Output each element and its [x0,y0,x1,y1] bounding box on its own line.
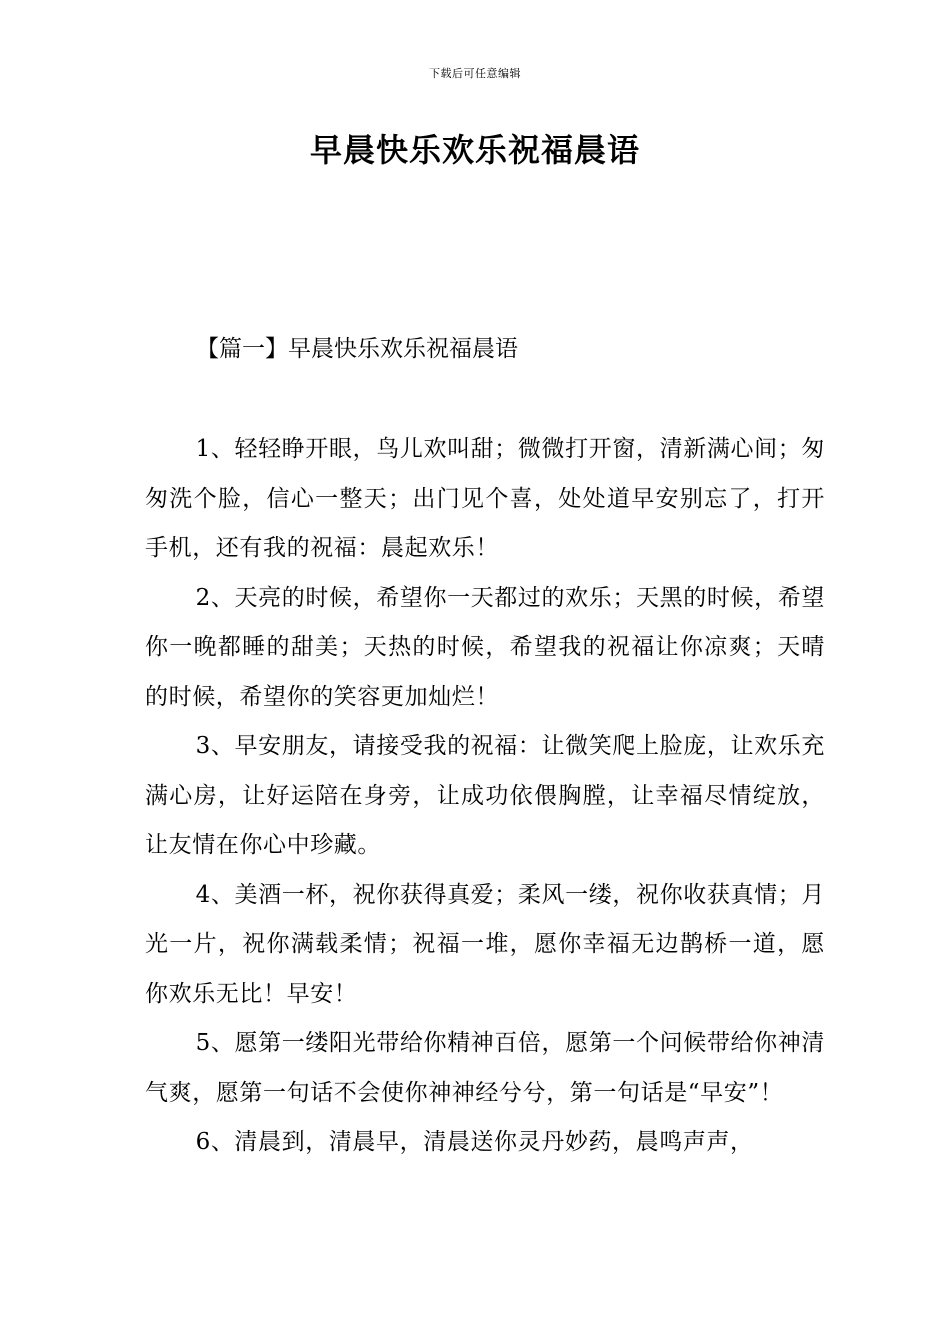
paragraph: 2、天亮的时候，希望你一天都过的欢乐；天黑的时候，希望你一晚都睡的甜美；天热的时候，希望我的祝福让你凉爽；天晴的时候，希望你的笑容更加灿烂！ [145,584,825,710]
section-heading: 【篇一】早晨快乐欢乐祝福晨语 [196,336,518,362]
document-body [145,425,825,1168]
paragraph: 5、愿第一缕阳光带给你精神百倍，愿第一个问候带给你神清气爽，愿第一句话不会使你神神经兮兮，第一句话是“早安”！ [145,1030,825,1106]
paragraph: 6、清晨到，清晨早，清晨送你灵丹妙药，晨鸣声声， [195,1129,754,1155]
document-title: 早晨快乐欢乐祝福晨语 [309,131,640,169]
paragraph: 3、早安朋友，请接受我的祝福：让微笑爬上脸庞，让欢乐充满心房，让好运陪在身旁，让成功依偎胸膛，让幸福尽情绽放，让友情在你心中珍藏。 [145,733,825,858]
paragraph: 1、轻轻睁开眼，鸟儿欢叫甜；微微打开窗，清新满心间；匆匆洗个脸，信心一整天；出门见个喜，处处道早安别忘了，打开手机，还有我的祝福：晨起欢乐！ [145,436,825,561]
paragraph: 4、美酒一杯，祝你获得真爱；柔风一缕，祝你收获真情；月光一片，祝你满载柔情；祝福一堆，愿你幸福无边鹊桥一道，愿你欢乐无比！早安！ [145,881,825,1007]
header-note: 下载后可任意编辑 [429,67,521,80]
